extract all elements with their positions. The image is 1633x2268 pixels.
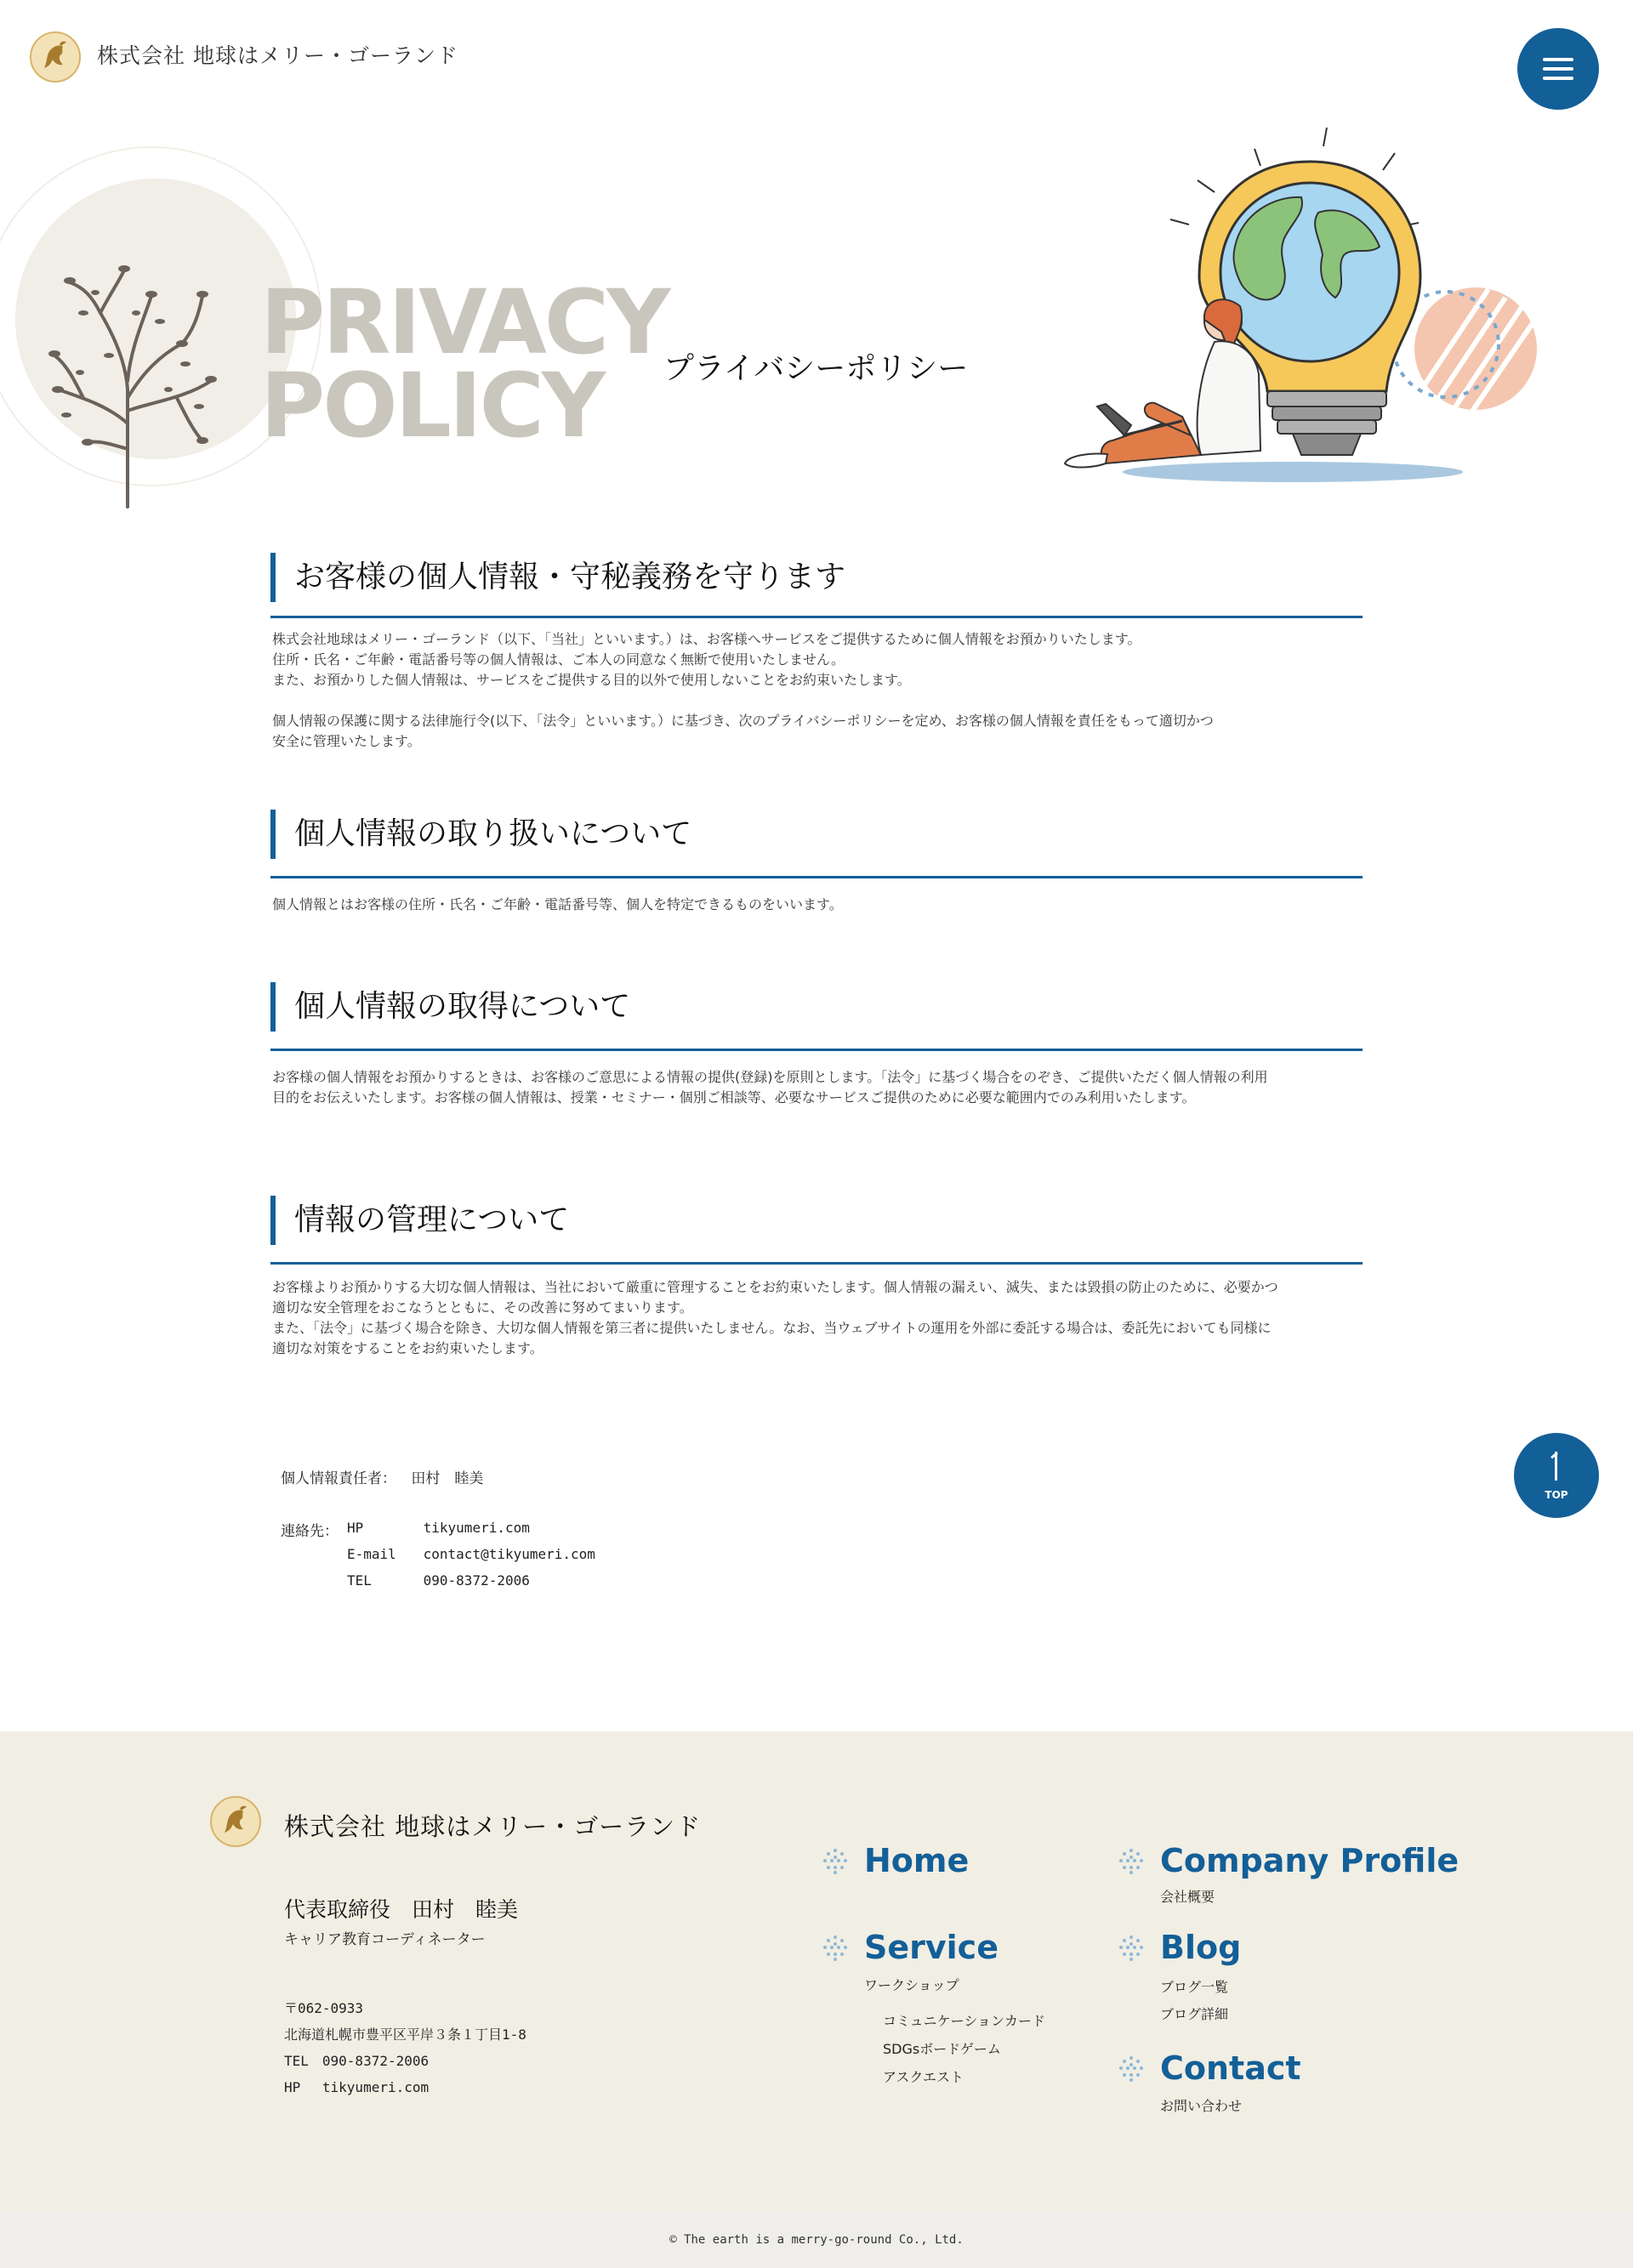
section-heading: お客様の個人情報・守秘義務を守ります: [270, 553, 1363, 602]
arrow-up-icon: [1555, 1452, 1557, 1481]
nav-subitem[interactable]: コミュニケーションカード: [883, 2013, 1046, 2029]
contact-row-hp: [347, 1520, 530, 1536]
dotted-circle-icon: [1116, 1845, 1147, 1876]
hamburger-icon: [1543, 77, 1573, 80]
lightbulb-illustration: [1012, 119, 1573, 493]
section-body: 個人情報とはお客様の住所・氏名・ご年齢・電話番号等、個人を特定できるものをいいます。: [272, 896, 843, 912]
contact-label: 連絡先：: [281, 1523, 339, 1540]
tree-illustration: [32, 262, 236, 509]
contact-value[interactable]: tikyumeri.com: [423, 1520, 530, 1536]
nav-sub[interactable]: ワークショップ: [864, 1977, 959, 1993]
nav-subitem[interactable]: ブログ詳細: [1160, 2006, 1229, 2022]
back-to-top-button[interactable]: [1514, 1433, 1599, 1518]
address-line: 北海道札幌市豊平区平岸３条１丁目1-8: [284, 2026, 526, 2043]
contact-key: E-mail: [347, 1546, 396, 1562]
contact-row-tel: [347, 1572, 530, 1589]
nav-subitem[interactable]: ブログ一覧: [1160, 1979, 1229, 1995]
contact-value[interactable]: contact@tikyumeri.com: [423, 1546, 595, 1562]
responsible-name: 田村 睦美: [411, 1470, 484, 1487]
contact-row-email: [347, 1546, 595, 1562]
horse-logo-icon[interactable]: [29, 31, 82, 83]
address-hp: HP tikyumeri.com: [284, 2079, 430, 2095]
brand-name[interactable]: 株式会社 地球はメリー・ゴーランド: [97, 43, 458, 68]
nav-title[interactable]: Blog: [1160, 1929, 1242, 1966]
copyright: © The earth is a merry-go-round Co., Ltd.: [0, 2212, 1633, 2268]
section-body: 株式会社地球はメリー・ゴーランド（以下、「当社」といいます。）は、お客様へサービスをご提供するために個人情報をお預かりいたします。 住所・氏名・ご年齢・電話番号等の個人情報は、ご本人の同意なく無断で使用いたしません。 また、お預かりした個人情報は、サービスをご提供する目的以外で使用しないことをお約束いたします。 個人情報の保護に関する法律施行令(以下、「法令」といいます。）に基づき、次のプライバシーポリシーを定め、お客様の個人情報を責任をもって適切かつ 安全に管理いたします。: [272, 631, 1214, 749]
title-line-2: POLICY: [260, 354, 604, 458]
address-tel: TEL 090-8372-2006: [284, 2053, 430, 2069]
section-heading: 個人情報の取得について: [270, 982, 1363, 1032]
policy-section: [270, 1196, 1363, 1356]
nav-subitem[interactable]: アスクエスト: [883, 2069, 964, 2085]
nav-title[interactable]: Contact: [1160, 2049, 1301, 2087]
nav-subitem[interactable]: SDGsボードゲーム: [883, 2041, 1001, 2057]
contact-key: TEL: [347, 1572, 372, 1589]
section-divider: [270, 1049, 1363, 1051]
horse-logo-icon[interactable]: [209, 1795, 262, 1848]
policy-section: [270, 982, 1363, 1106]
section-divider: [270, 876, 1363, 878]
representative-role: キャリア教育コーディネーター: [284, 1931, 486, 1948]
title-line-1: PRIVACY: [260, 270, 669, 374]
nav-title[interactable]: Service: [864, 1929, 999, 1966]
page-subtitle: プライバシーポリシー: [663, 351, 969, 386]
company-address: [284, 1995, 526, 2100]
hero: [0, 119, 1633, 519]
menu-button[interactable]: [1517, 28, 1599, 110]
top-label: TOP: [1545, 1489, 1568, 1501]
hamburger-icon: [1543, 58, 1573, 61]
dotted-circle-icon: [1116, 1932, 1147, 1963]
section-divider: [270, 616, 1363, 618]
responsible-label: 個人情報責任者：: [281, 1470, 396, 1487]
contact-key: HP: [347, 1520, 364, 1536]
footer-brand[interactable]: 株式会社 地球はメリー・ゴーランド: [284, 1812, 702, 1841]
nav-sub[interactable]: お問い合わせ: [1160, 2098, 1243, 2114]
nav-title[interactable]: Company Profile: [1160, 1842, 1459, 1879]
nav-sub[interactable]: 会社概要: [1160, 1889, 1215, 1905]
page-title: [260, 270, 669, 458]
site-header: [0, 0, 1633, 119]
policy-section: [270, 810, 1363, 912]
dotted-circle-icon: [820, 1845, 851, 1876]
section-divider: [270, 1262, 1363, 1265]
dotted-circle-icon: [1116, 2053, 1147, 2083]
responsible-person: [281, 1466, 483, 1487]
contact-value[interactable]: 090-8372-2006: [423, 1572, 530, 1589]
representative: 代表取締役 田村 睦美: [284, 1897, 519, 1922]
section-body: お客様よりお預かりする大切な個人情報は、当社において厳重に管理することをお約束いたします。個人情報の漏えい、滅失、または毀損の防止のために、必要かつ 適切な安全管理をおこなうとともに、その改善に努めてまいります。 また、「法令」に基づく場合を除き、大切な個人情報を第三者に提供いたしません。なお、当ウェブサイトの運用を外部に委託する場合は、委託先においても同様に 適切な対策をすることをお約束いたします。: [272, 1279, 1278, 1356]
nav-title[interactable]: Home: [864, 1842, 970, 1879]
policy-section: [270, 553, 1363, 749]
dotted-circle-icon: [820, 1932, 851, 1963]
hamburger-icon: [1543, 67, 1573, 71]
section-body: お客様の個人情報をお預かりするときは、お客様のご意思による情報の提供(登録)を原則とします。「法令」に基づく場合をのぞき、ご提供いただく個人情報の利用 目的をお伝えいたします。お客様の個人情報は、授業・セミナー・個別ご相談等、必要なサービスご提供のために必要な範囲内でのみ利用いたします。: [272, 1069, 1268, 1106]
address-postal: 〒062-0933: [284, 2000, 364, 2016]
site-footer: [0, 1731, 1633, 2212]
section-heading: 情報の管理について: [270, 1196, 1363, 1245]
section-heading: 個人情報の取り扱いについて: [270, 810, 1363, 859]
